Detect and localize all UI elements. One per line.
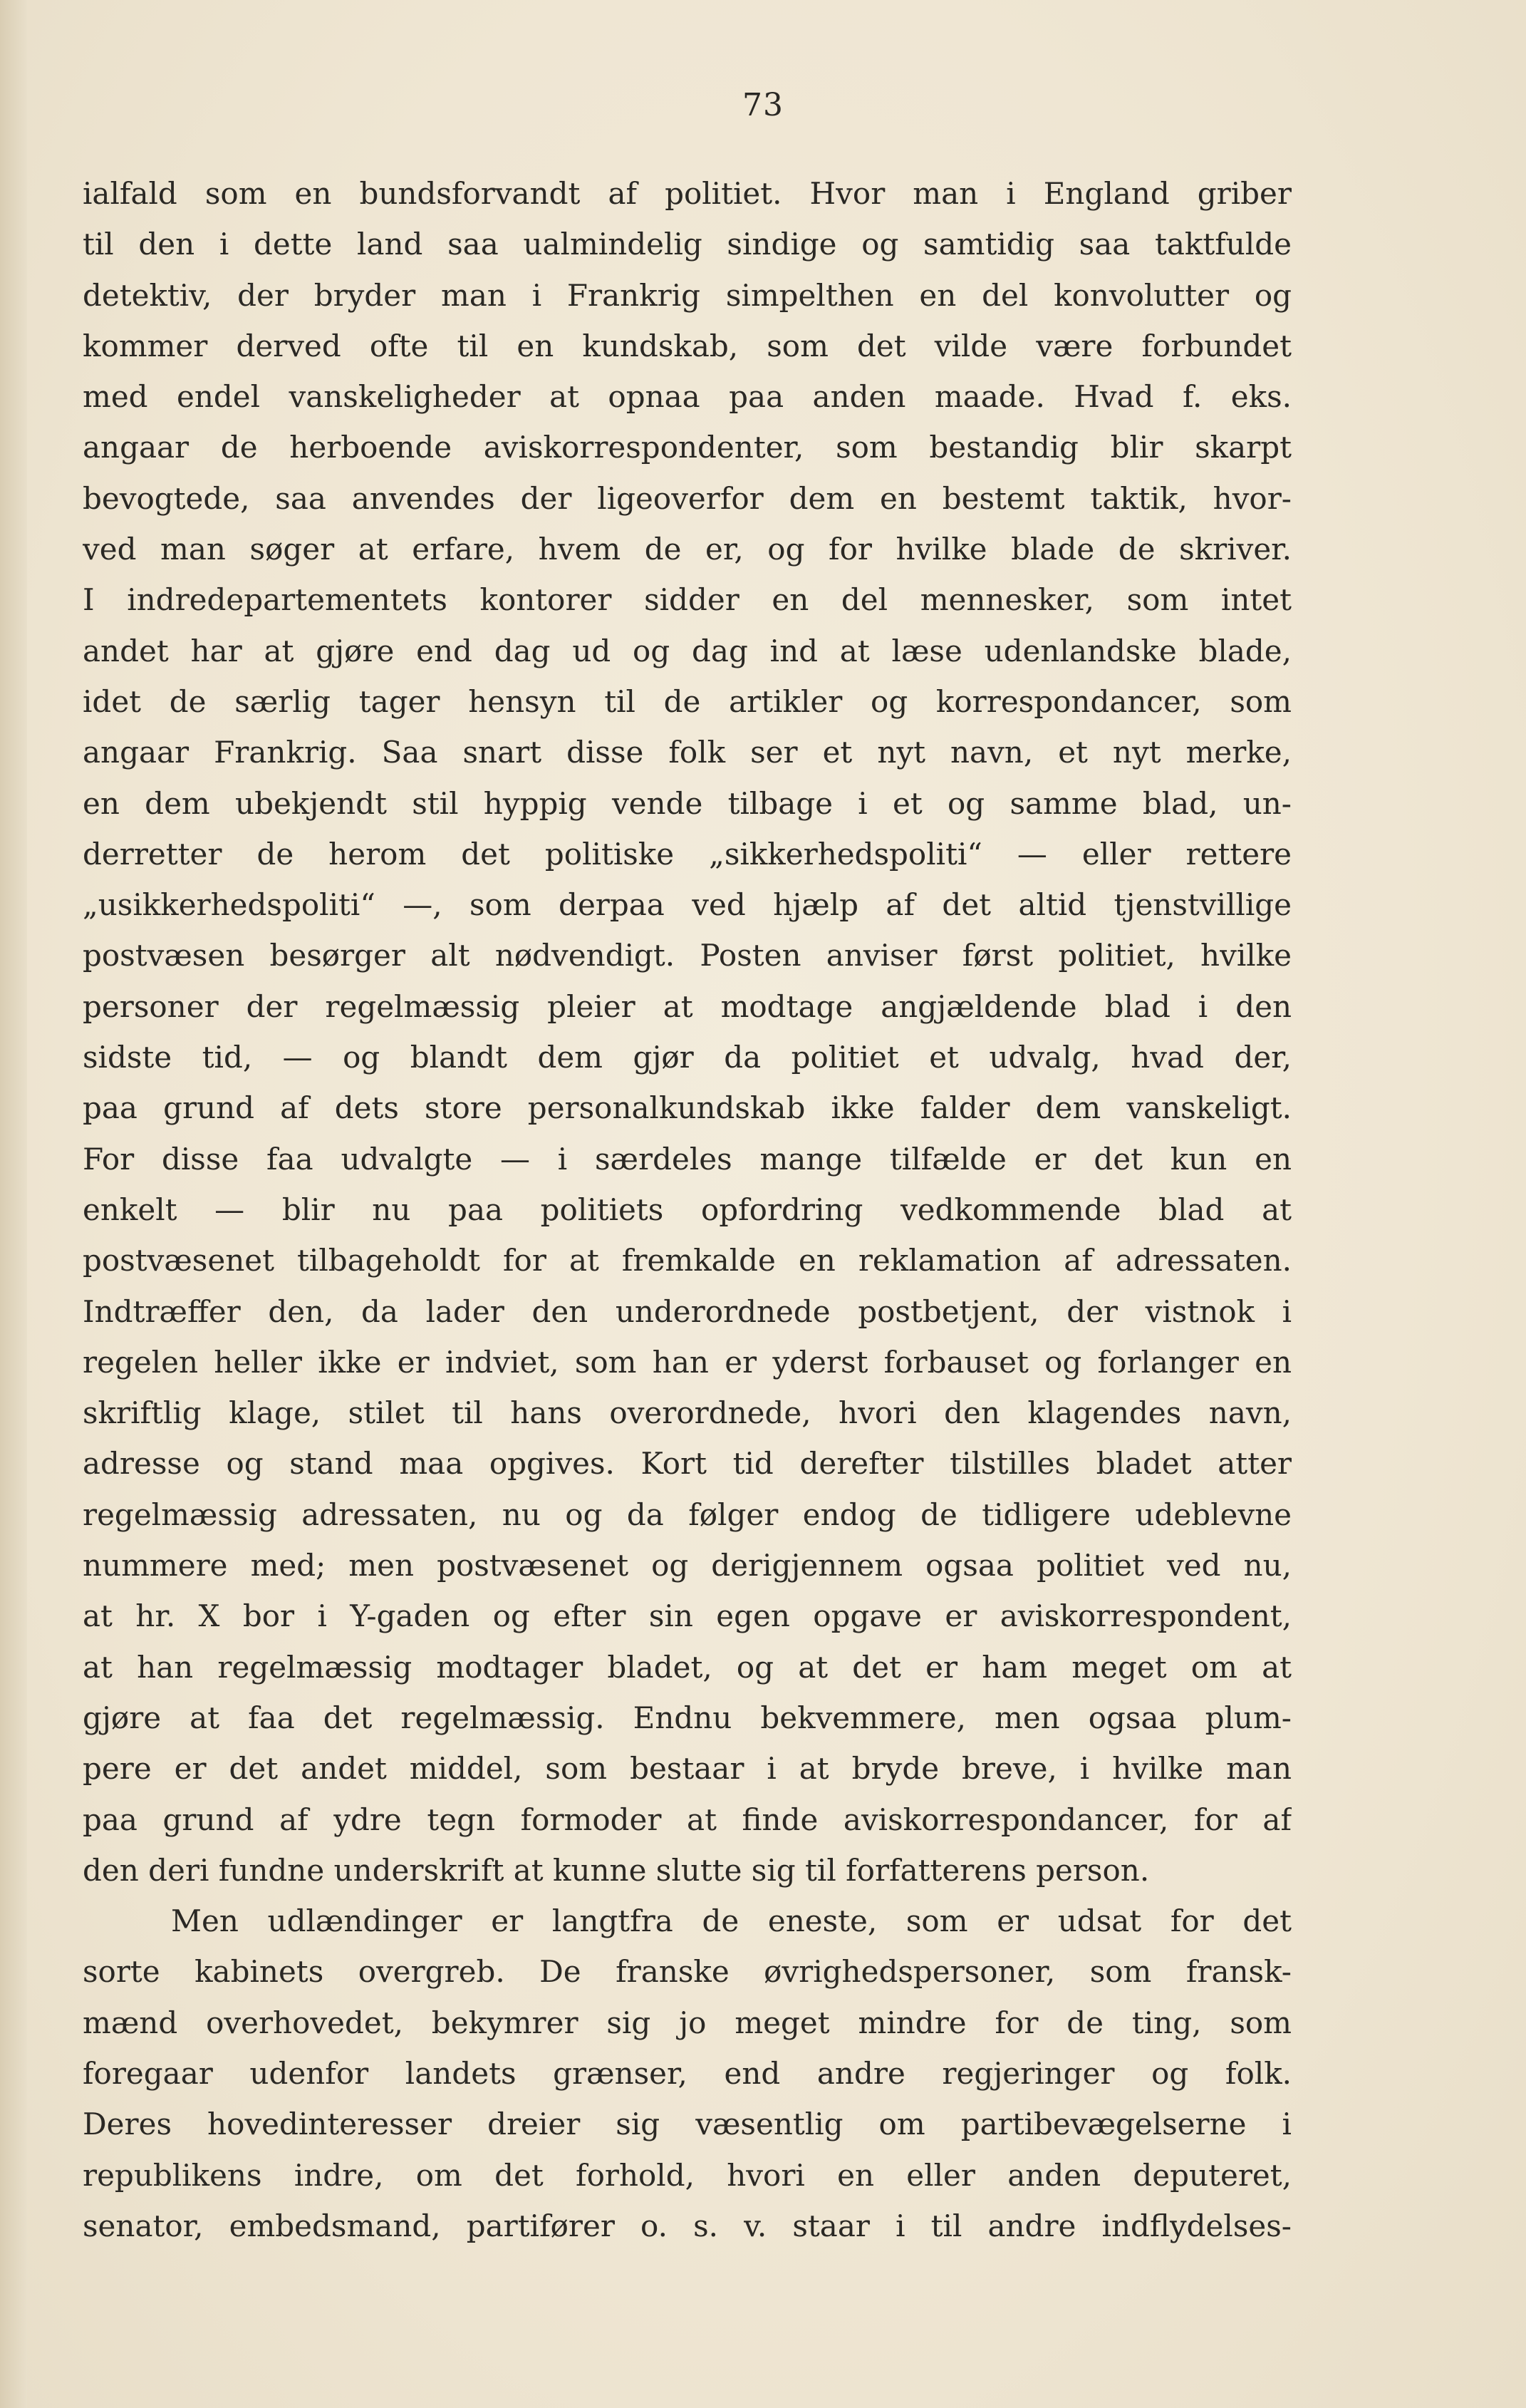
text-line: angaar Frankrig. Saa snart disse folk ser et nyt navn, et nyt merke, [83,735,1292,770]
text-line: Deres hovedinteresser dreier sig væsentlig om partibevægelserne i [83,2107,1292,2142]
text-line: ved man søger at erfare, hvem de er, og for hvilke blade de skriver. [83,532,1292,567]
text-line: personer der regelmæssig pleier at modtage angjældende blad i den [83,988,1292,1024]
text-line: adresse og stand maa opgives. Kort tid derefter tilstilles bladet atter [83,1446,1292,1482]
text-line: regelen heller ikke er indviet, som han er yderst forbauset og forlanger en [83,1344,1292,1380]
text-line: For disse faa udvalgte — i særdeles mange tilfælde er det kun en [83,1141,1292,1177]
page-number: 73 [742,87,784,123]
text-line: til den i dette land saa ualmindelig sindige og samtidig saa taktfulde [83,227,1292,262]
page-gutter-edge [0,0,27,2408]
text-line: angaar de herboende aviskorrespondenter, som bestandig blir skarpt [83,430,1292,465]
text-line: sorte kabinets overgreb. De franske øvrighedspersoner, som fransk- [83,1954,1292,1990]
text-line: nummere med; men postvæsenet og derigjennem ogsaa politiet ved nu, [83,1548,1292,1583]
text-line: kommer derved ofte til en kundskab, som det vilde være forbundet [83,328,1292,363]
text-line: postvæsen besørger alt nødvendigt. Posten anviser først politiet, hvilke [83,938,1292,973]
text-line: en dem ubekjendt stil hyppig vende tilbage i et og samme blad, un- [83,785,1292,821]
text-line: republikens indre, om det forhold, hvori en eller anden deputeret, [83,2157,1292,2193]
text-line: idet de særlig tager hensyn til de artikler og korrespondancer, som [83,683,1292,719]
text-line: paa grund af dets store personalkundskab ikke falder dem vanskeligt. [83,1090,1292,1126]
text-line: bevogtede, saa anvendes der ligeoverfor dem en bestemt taktik, hvor- [83,480,1292,516]
paragraph-end-line: den deri fundne underskrift at kunne slutte sig til forfatterens person. [83,1852,1150,1888]
text-line: paa grund af ydre tegn formoder at finde aviskorrespondancer, for af [83,1802,1292,1837]
text-line: Indtræffer den, da lader den underordnede postbetjent, der vistnok i [83,1293,1292,1329]
text-line: andet har at gjøre end dag ud og dag ind at læse udenlandske blade, [83,633,1292,668]
text-line: enkelt — blir nu paa politiets opfordring vedkommende blad at [83,1192,1292,1227]
text-line: postvæsenet tilbageholdt for at fremkalde en reklamation af adressaten. [83,1243,1292,1278]
text-line: med endel vanskeligheder at opnaa paa anden maade. Hvad f. eks. [83,379,1292,415]
text-line: senator, embedsmand, partifører o. s. v. staar i til andre indflydelses- [83,2208,1292,2243]
text-line: at han regelmæssig modtager bladet, og at det er ham meget om at [83,1649,1292,1685]
text-line: mænd overhovedet, bekymrer sig jo meget mindre for de ting, som [83,2005,1292,2040]
text-line: „usikkerhedspoliti“ —, som derpaa ved hjælp af det altid tjenstvillige [83,887,1292,923]
text-line: foregaar udenfor landets grænser, end andre regjeringer og folk. [83,2055,1292,2091]
text-line: I indredepartementets kontorer sidder en del mennesker, som intet [83,582,1292,618]
text-line: regelmæssig adressaten, nu og da følger endog de tidligere udeblevne [83,1497,1292,1532]
body-text [83,168,1292,2251]
text-line: at hr. X bor i Y-gaden og efter sin egen opgave er aviskorrespondent, [83,1598,1292,1634]
text-line: derretter de herom det politiske „sikkerhedspoliti“ — eller rettere [83,836,1292,872]
text-line: ialfald som en bundsforvandt af politiet. Hvor man i England griber [83,176,1292,211]
text-line: gjøre at faa det regelmæssig. Endnu bekvemmere, men ogsaa plum- [83,1700,1292,1735]
text-line: skriftlig klage, stilet til hans overordnede, hvori den klagendes navn, [83,1395,1292,1431]
text-line: pere er det andet middel, som bestaar i at bryde breve, i hvilke man [83,1751,1292,1787]
text-line: sidste tid, — og blandt dem gjør da politiet et udvalg, hvad der, [83,1040,1292,1075]
text-line: detektiv, der bryder man i Frankrig simpelthen en del konvolutter og [83,277,1292,313]
paragraph-start-line: Men udlændinger er langtfra de eneste, som er udsat for det [171,1903,1292,1939]
